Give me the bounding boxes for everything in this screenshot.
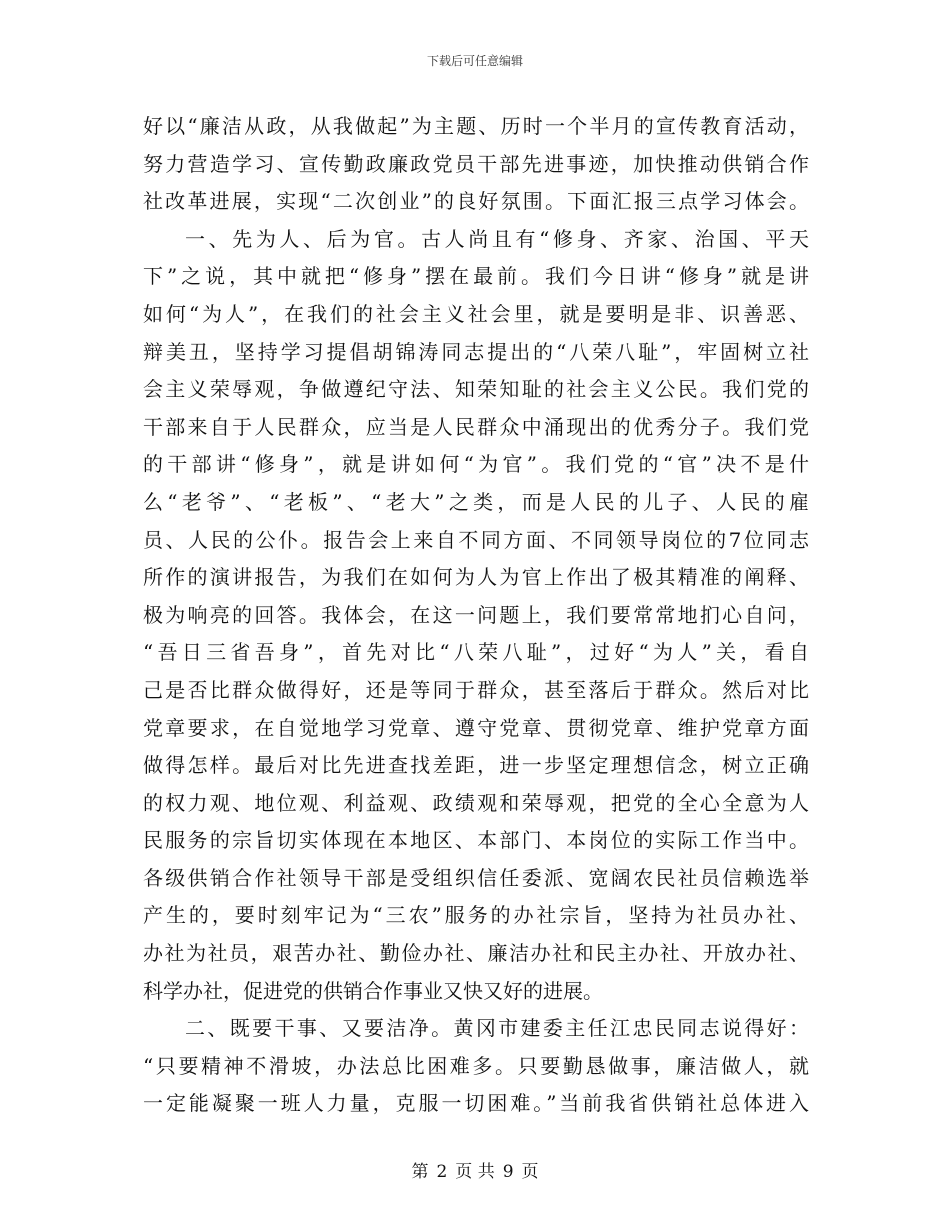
- text-line: 下”之说，其中就把“修身”摆在最前。我们今日讲“修身”就是讲: [143, 264, 809, 289]
- text-line: 己是否比群众做得好，还是等同于群众，甚至落后于群众。然后对比: [143, 677, 809, 702]
- text-line: 科学办社，促进党的供销合作事业又快又好的进展。: [143, 978, 603, 1003]
- text-line: 民服务的宗旨切实体现在本地区、本部门、本岗位的实际工作当中。: [143, 828, 809, 853]
- text-line: 二、既要干事、又要洁净。黄冈市建委主任江忠民同志说得好：: [185, 1016, 809, 1041]
- text-line: 的权力观、地位观、利益观、政绩观和荣辱观，把党的全心全意为人: [143, 790, 809, 815]
- text-line: 一、先为人、后为官。古人尚且有“修身、齐家、治国、平天: [185, 226, 809, 251]
- text-line: 如何“为人”，在我们的社会主义社会里，就是要明是非、识善恶、: [143, 301, 809, 326]
- page-footer: [0, 1157, 950, 1182]
- total-pages-number: 9: [502, 1162, 514, 1182]
- text-line: 一定能凝聚一班人力量，克服一切困难。”当前我省供销社总体进入: [143, 1091, 809, 1116]
- text-line: 努力营造学习、宣传勤政廉政党员干部先进事迹，加快推动供销合作: [143, 151, 809, 176]
- text-line: 做得怎样。最后对比先进查找差距，进一步坚定理想信念，树立正确: [143, 753, 809, 778]
- text-line: 极为响亮的回答。我体会，在这一问题上，我们要常常地扪心自问，: [143, 602, 809, 627]
- text-line: 办社为社员，艰苦办社、勤俭办社、廉洁办社和民主办社、开放办社、: [143, 941, 809, 966]
- page-header: 下载后可任意编辑: [426, 54, 523, 68]
- footer-middle: 页 共: [455, 1162, 495, 1182]
- footer-prefix: 第: [411, 1162, 429, 1182]
- document-body: [143, 108, 809, 1123]
- text-line: 社改革进展，实现“二次创业”的良好氛围。下面汇报三点学习体会。: [143, 189, 809, 214]
- text-line: 产生的，要时刻牢记为“三农”服务的办社宗旨，坚持为社员办社、: [143, 903, 809, 928]
- text-line: 辩美丑，坚持学习提倡胡锦涛同志提出的“八荣八耻”，牢固树立社: [143, 339, 809, 364]
- text-line: 干部来自于人民群众，应当是人民群众中涌现出的优秀分子。我们党: [143, 414, 809, 439]
- text-line: “吾日三省吾身”，首先对比“八荣八耻”，过好“为人”关，看自: [143, 640, 809, 665]
- text-line: 么“老爷”、“老板”、“老大”之类，而是人民的儿子、人民的雇: [143, 489, 809, 514]
- text-line: “只要精神不滑坡，办法总比困难多。只要勤恳做事，廉洁做人，就: [143, 1053, 809, 1078]
- footer-suffix: 页: [521, 1162, 539, 1182]
- text-line: 会主义荣辱观，争做遵纪守法、知荣知耻的社会主义公民。我们党的: [143, 377, 809, 402]
- text-line: 各级供销合作社领导干部是受组织信任委派、宽阔农民社员信赖选举: [143, 865, 809, 890]
- text-line: 员、人民的公仆。报告会上来自不同方面、不同领导岗位的7位同志: [143, 527, 809, 552]
- current-page-number: 2: [436, 1162, 448, 1182]
- text-line: 所作的演讲报告，为我们在如何为人为官上作出了极其精准的阐释、: [143, 565, 809, 590]
- text-line: 好以“廉洁从政，从我做起”为主题、历时一个半月的宣传教育活动，: [143, 114, 809, 138]
- text-line: 党章要求，在自觉地学习党章、遵守党章、贯彻党章、维护党章方面: [143, 715, 809, 740]
- text-line: 的干部讲“修身”，就是讲如何“为官”。我们党的“官”决不是什: [143, 452, 809, 477]
